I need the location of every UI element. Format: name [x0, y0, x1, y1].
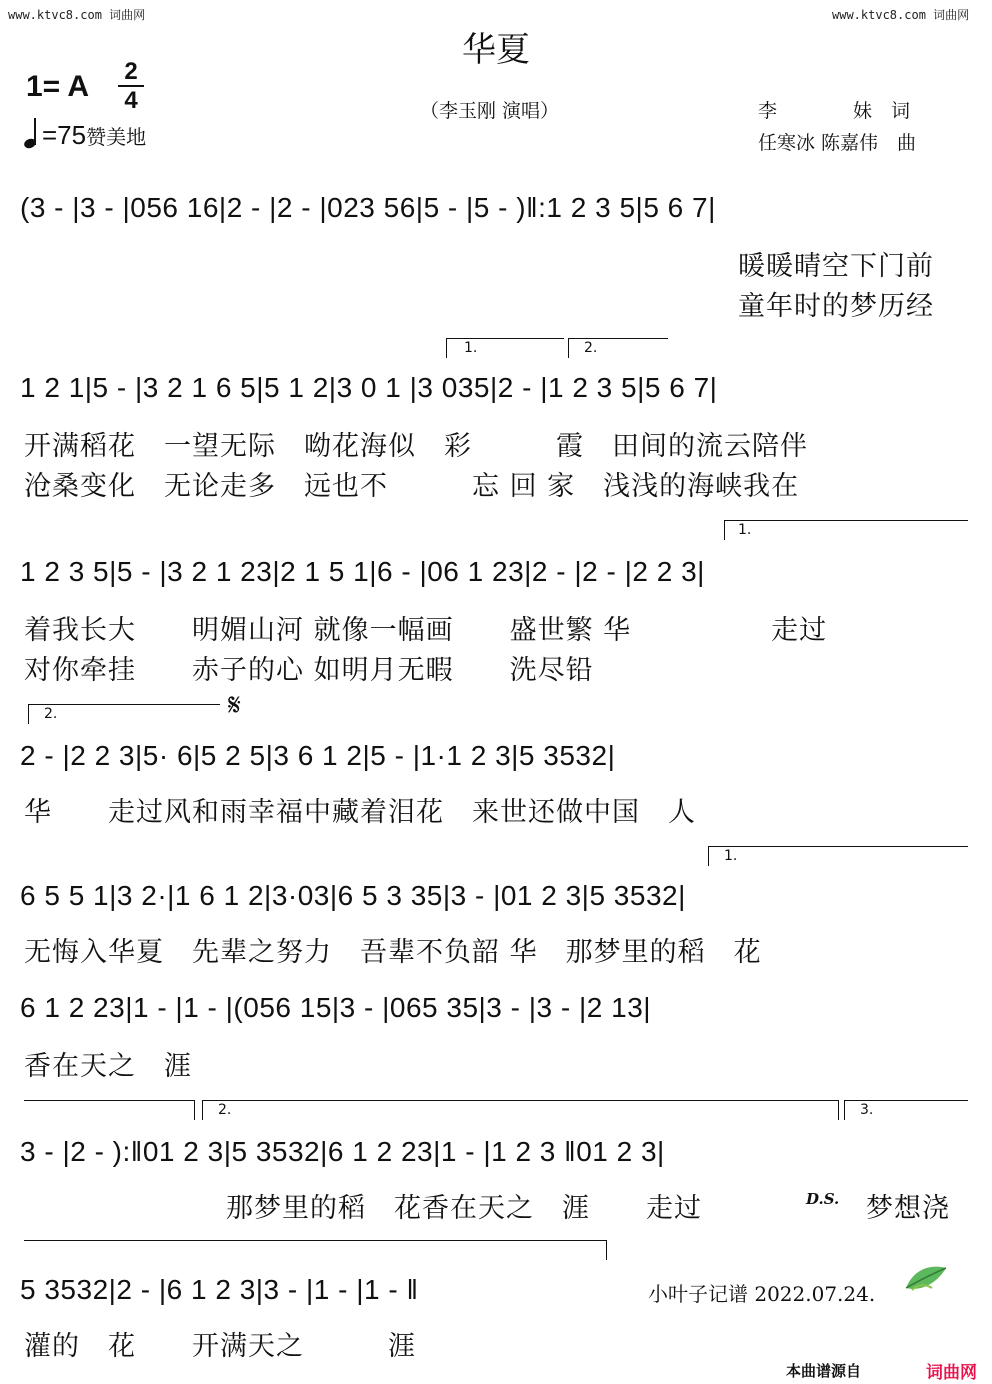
tempo-marking	[24, 118, 146, 151]
volta-label-7: 2.	[218, 1102, 232, 1118]
volta-bracket-9-continuation	[24, 1240, 606, 1241]
composer: 任寒冰 陈嘉伟 曲	[758, 132, 917, 154]
score-row-3-lyric-verse-1: 着我长大 明媚山河 就像一幅画 盛世繁 华 走过	[24, 615, 828, 646]
transcriber-note: 小叶子记谱 2022.07.24.	[648, 1282, 876, 1306]
score-row-5-notes: 6 5 5 1|3 2·|1 6 1 2|3·03|6 5 3 35|3 - |01 2 3|5 3532|	[20, 880, 686, 911]
time-signature	[118, 60, 144, 113]
volta-label-4: 2.	[44, 706, 58, 722]
score-row-4-lyric: 华 走过风和雨幸福中藏着泪花 来世还做中国 人	[24, 797, 696, 828]
score-row-1-lyric-verse-2: 童年时的梦历经	[738, 291, 934, 322]
time-signature-bottom: 4	[124, 87, 138, 114]
score-row-7-notes: 3 - |2 - ):‖01 2 3|5 3532|6 1 2 23|1 - |1 2 3 ‖01 2 3|	[20, 1136, 665, 1167]
volta-label-5: 1.	[724, 848, 738, 864]
score-row-2-lyric-verse-2: 沧桑变化 无论走多 远也不 忘 回 家 浅浅的海峡我在	[24, 471, 800, 502]
volta-bracket-1	[446, 338, 564, 339]
volta-bracket-4	[28, 704, 220, 705]
singer: （李玉刚 演唱）	[420, 100, 560, 122]
volta-bracket-9-end	[606, 1240, 607, 1260]
volta-bracket-2	[568, 338, 668, 339]
time-signature-top: 2	[124, 58, 138, 85]
volta-bracket-5-edge	[708, 846, 709, 866]
volta-bracket-3	[724, 520, 968, 521]
score-row-4-notes: 2 - |2 2 3|5· 6|5 2 5|3 6 1 2|5 - |1·1 2 3|5 3532|	[20, 740, 616, 771]
site-watermark-right: www.ktvc8.com 词曲网	[832, 8, 970, 22]
volta-bracket-4-edge	[28, 704, 29, 724]
tempo-value: =75	[42, 120, 87, 150]
score-row-7-lyric: 那梦里的稻 花香在天之 涯 走过	[226, 1193, 702, 1224]
brand-logo-text[interactable]: 词曲网	[926, 1363, 977, 1383]
score-row-6-lyric: 香在天之 涯	[24, 1051, 192, 1082]
score-row-7-lyric-end: 梦想浇	[866, 1193, 950, 1224]
volta-bracket-7-edge	[202, 1100, 203, 1120]
score-row-8-notes: 5 3532|2 - |6 1 2 3|3 - |1 - |1 - ‖	[20, 1274, 419, 1305]
source-note: 本曲谱源自	[786, 1362, 862, 1380]
volta-label-8: 3.	[860, 1102, 874, 1118]
volta-label-3: 1.	[738, 522, 752, 538]
score-row-8-lyric: 灌的 花 开满天之 涯	[24, 1331, 416, 1362]
lyricist: 李 妹 词	[758, 100, 911, 122]
song-title: 华夏	[462, 30, 530, 70]
volta-bracket-8	[844, 1100, 968, 1101]
score-row-1-lyric-verse-1: 暖暖晴空下门前	[738, 251, 934, 282]
score-row-2-notes: 1 2 1|5 - |3 2 1 6 5|5 1 2|3 0 1 |3 035|2 - |1 2 3 5|5 6 7|	[20, 372, 718, 403]
volta-bracket-7-end	[838, 1100, 839, 1120]
volta-bracket-6-continuation	[24, 1100, 194, 1101]
leaf-icon	[902, 1262, 950, 1294]
dal-segno-mark: D.S.	[806, 1190, 840, 1208]
score-row-1-notes: (3 - |3 - |056 16|2 - |2 - |023 56|5 - |5 - )‖:1 2 3 5|5 6 7|	[20, 192, 716, 223]
volta-bracket-7	[202, 1100, 838, 1101]
key-signature: 1= A	[26, 70, 90, 103]
volta-bracket-6-end	[194, 1100, 195, 1120]
segno-sign: 𝄋	[228, 688, 241, 723]
score-row-3-lyric-verse-2: 对你牵挂 赤子的心 如明月无暇 洗尽铅	[24, 655, 594, 686]
score-row-2-lyric-verse-1: 开满稻花 一望无际 呦花海似 彩 霞 田间的流云陪伴	[24, 431, 808, 462]
volta-bracket-1-edge	[446, 338, 447, 358]
volta-bracket-2-edge	[568, 338, 569, 358]
score-row-3-notes: 1 2 3 5|5 - |3 2 1 23|2 1 5 1|6 - |06 1 23|2 - |2 - |2 2 3|	[20, 556, 705, 587]
volta-label-2: 2.	[584, 340, 598, 356]
volta-bracket-5	[708, 846, 968, 847]
volta-bracket-8-edge	[844, 1100, 845, 1120]
mood-marking: 赞美地	[86, 127, 147, 149]
volta-label-1: 1.	[464, 340, 478, 356]
quarter-note-icon	[24, 118, 42, 148]
site-watermark-left: www.ktvc8.com 词曲网	[8, 8, 146, 22]
score-row-6-notes: 6 1 2 23|1 - |1 - |(056 15|3 - |065 35|3 - |3 - |2 13|	[20, 992, 652, 1023]
score-row-5-lyric: 无悔入华夏 先辈之努力 吾辈不负韶 华 那梦里的稻 花	[24, 937, 762, 968]
volta-bracket-3-edge	[724, 520, 725, 540]
